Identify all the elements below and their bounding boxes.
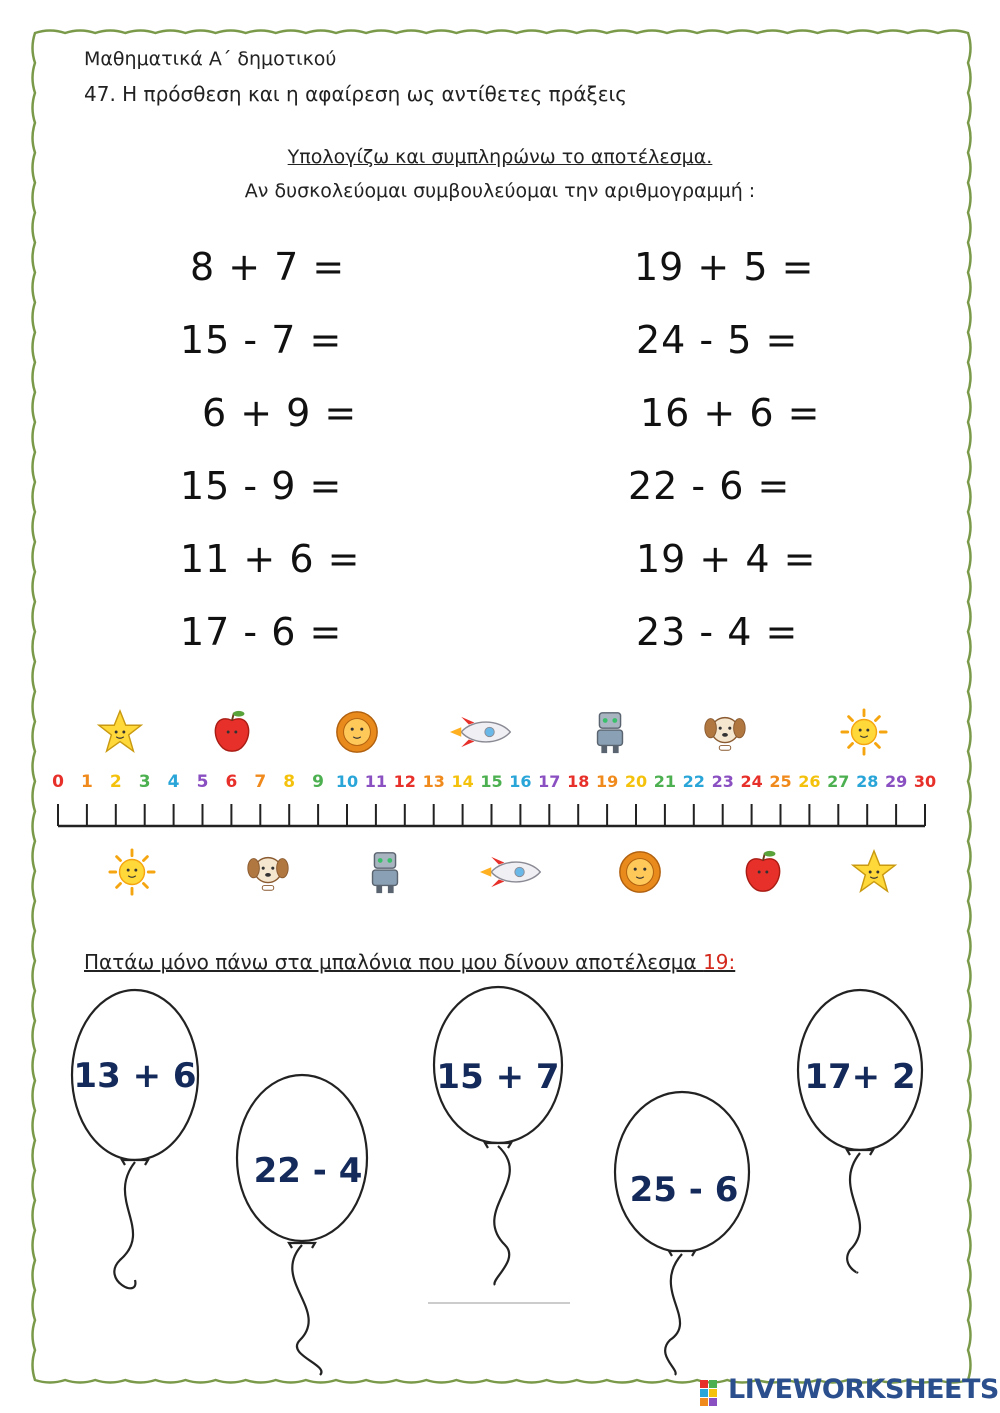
subject-title: Μαθηματικά Α΄ δημοτικού: [84, 48, 337, 70]
dog-icon: [705, 718, 745, 751]
number-line-label: 29: [884, 772, 908, 791]
number-line-label: 22: [682, 772, 705, 791]
balloon-1-label: 13 + 6: [73, 1056, 197, 1096]
number-line-label: 30: [913, 772, 937, 791]
equation-left-1[interactable]: 8 + 7 =: [190, 245, 346, 289]
equation-left-2[interactable]: 15 - 7 =: [180, 318, 343, 362]
star-icon: [853, 851, 895, 891]
equation-right-5[interactable]: 19 + 4 =: [636, 537, 817, 581]
number-line-label: 12: [393, 772, 416, 791]
sun-icon: [110, 850, 154, 894]
number-line-label: 10: [335, 772, 359, 791]
number-line-label: 17: [538, 772, 561, 791]
logo-text: LIVEWORKSHEETS: [728, 1374, 999, 1405]
balloon-3-label: 15 + 7: [436, 1057, 560, 1097]
number-line-label: 24: [740, 772, 763, 791]
number-line-label: 9: [312, 772, 325, 792]
balloon-1[interactable]: [72, 990, 198, 1288]
number-line-label: 16: [509, 772, 532, 791]
sun-icon: [842, 710, 886, 754]
number-line-label: 3: [138, 772, 151, 792]
rocket-icon: [480, 857, 540, 887]
equation-left-6[interactable]: 17 - 6 =: [180, 610, 343, 654]
number-line-label: 27: [827, 772, 850, 791]
number-line-label: 18: [567, 772, 590, 791]
number-line-label: 21: [653, 772, 677, 791]
balloon-3[interactable]: [434, 987, 562, 1285]
number-line-label: 19: [595, 772, 619, 791]
instruction-line-1: Υπολογίζω και συμπληρώνω το αποτέλεσμα.: [287, 146, 713, 168]
number-line-label: 0: [52, 772, 64, 792]
instruction-line-2: Αν δυσκολεύομαι συμβουλεύομαι την αριθμογραμμή :: [244, 180, 756, 202]
equation-left-3[interactable]: 6 + 9 =: [202, 391, 358, 435]
equation-right-1[interactable]: 19 + 5 =: [634, 245, 815, 289]
equation-right-6[interactable]: 23 - 4 =: [636, 610, 799, 654]
balloon-5[interactable]: [798, 990, 922, 1273]
number-line-label: 5: [196, 772, 209, 792]
balloon-4-label: 25 - 6: [629, 1170, 739, 1210]
number-line-label: 2: [109, 772, 122, 792]
equation-left-4[interactable]: 15 - 9 =: [180, 464, 343, 508]
number-line-label: 13: [422, 772, 445, 791]
lion-icon: [337, 712, 377, 752]
balloon-4[interactable]: [615, 1092, 749, 1375]
dog-icon: [248, 858, 288, 891]
balloon-5-label: 17+ 2: [804, 1057, 916, 1097]
rocket-icon: [450, 717, 510, 747]
lion-icon: [620, 852, 660, 892]
equation-left-5[interactable]: 11 + 6 =: [180, 537, 361, 581]
number-line-label: 25: [769, 772, 792, 791]
number-line: [0, 700, 1000, 910]
apple-icon: [746, 851, 779, 891]
number-line-label: 14: [451, 772, 474, 791]
lesson-title: 47. Η πρόσθεση και η αφαίρεση ως αντίθετες πράξεις: [84, 82, 628, 106]
balloon-task-instruction: Πατάω μόνο πάνω στα μπαλόνια που μου δίνουν αποτέλεσμα 19:: [84, 950, 736, 974]
balloon-2-label: 22 - 4: [253, 1151, 363, 1191]
equation-right-3[interactable]: 16 + 6 =: [640, 391, 821, 435]
robot-icon: [598, 713, 623, 753]
number-line-label: 20: [624, 772, 648, 791]
equation-right-2[interactable]: 24 - 5 =: [636, 318, 799, 362]
number-line-label: 7: [254, 772, 267, 792]
number-line-label: 23: [711, 772, 734, 791]
number-line-label: 6: [225, 772, 238, 792]
number-line-label: 8: [283, 772, 296, 792]
star-icon: [99, 711, 141, 751]
number-line-label: 11: [364, 772, 388, 791]
number-line-label: 15: [480, 772, 503, 791]
number-line-label: 28: [856, 772, 879, 791]
equation-right-4[interactable]: 22 - 6 =: [628, 464, 791, 508]
number-line-label: 1: [80, 772, 93, 792]
number-line-label: 26: [798, 772, 821, 791]
robot-icon: [373, 853, 398, 893]
balloon-area: [0, 980, 1000, 1380]
apple-icon: [215, 711, 248, 751]
balloon-2[interactable]: [237, 1075, 367, 1375]
target-value: 19:: [703, 950, 736, 974]
number-line-label: 4: [167, 772, 180, 792]
